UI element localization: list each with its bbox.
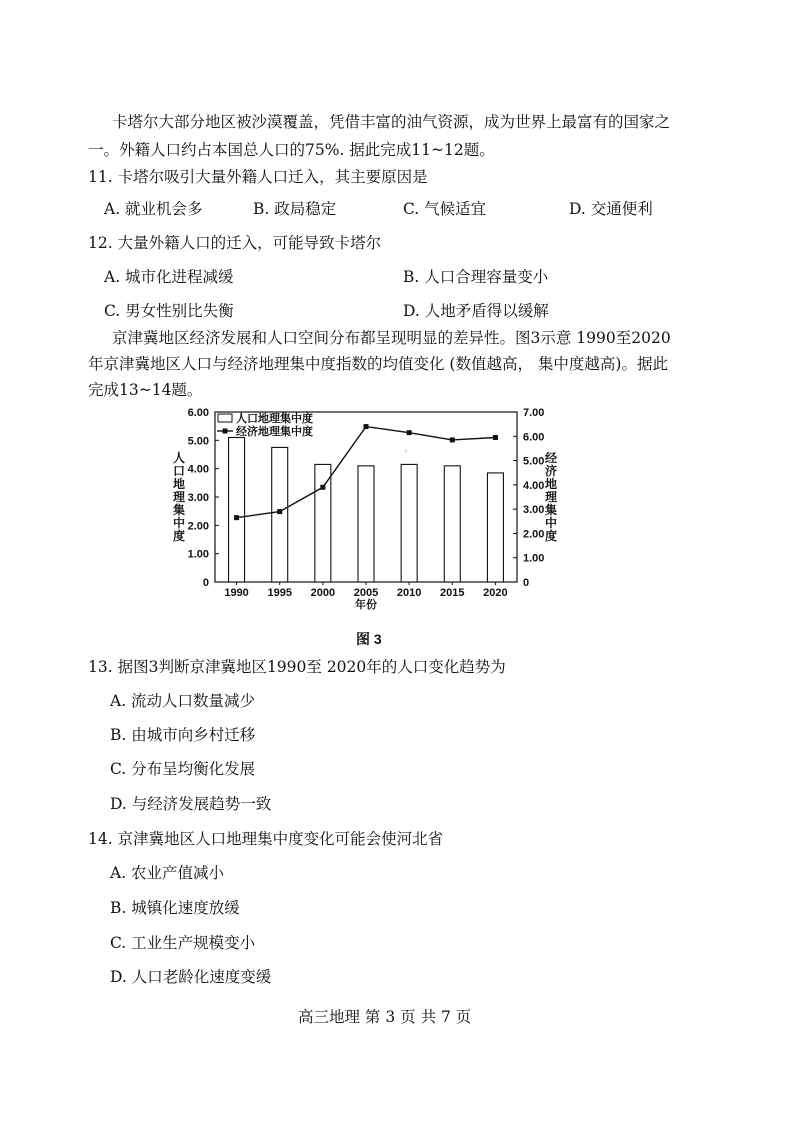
question-11-option-c: C. 气候适宜 <box>403 200 487 218</box>
bar-population-1990 <box>229 438 245 583</box>
question-11-option-d: D. 交通便利 <box>569 200 653 218</box>
question-12-option-c: C. 男女性别比失衡 <box>104 302 234 320</box>
x-axis-tick-label: 2020 <box>483 587 508 599</box>
stray-mark: ⁱ <box>405 448 407 458</box>
x-axis-tick-label: 1990 <box>224 587 249 599</box>
right-axis-tick-label: 7.00 <box>523 407 545 419</box>
left-axis-tick-label: 2.00 <box>187 520 209 533</box>
question-11-option-a: A. 就业机会多 <box>104 200 203 218</box>
question-12-option-b: B. 人口合理容量变小 <box>403 268 549 286</box>
x-axis-tick-label: 1995 <box>267 587 292 599</box>
passage-jjj-line-1: 京津冀地区经济发展和人口空间分布都呈现明显的差异性。图3示意 1990至2020 <box>112 329 671 347</box>
question-13-stem: 13. 据图3判断京津冀地区1990至 2020年的人口变化趋势为 <box>88 658 506 676</box>
question-14-option-d: D. 人口老龄化速度变缓 <box>110 968 272 986</box>
left-axis-tick-label: 6.00 <box>187 407 209 419</box>
question-11-stem: 11. 卡塔尔吸引大量外籍人口迁入，其主要原因是 <box>88 168 428 186</box>
question-12-option-d: D. 人地矛盾得以缓解 <box>403 302 549 320</box>
legend-label-population: 人口地理集中度 <box>236 413 313 425</box>
x-axis-tick-label: 2015 <box>440 587 465 599</box>
question-13-option-a: A. 流动人口数量减少 <box>110 692 256 710</box>
passage-jjj-line-3: 完成13~14题。 <box>88 381 203 399</box>
x-axis-label: 年份 <box>355 599 377 611</box>
right-axis-tick-label: 0 <box>523 577 530 589</box>
point-economy-2020 <box>493 435 498 440</box>
point-economy-2010 <box>407 430 412 435</box>
point-economy-1990 <box>234 515 239 520</box>
question-12-option-a: A. 城市化进程减缓 <box>104 268 234 286</box>
question-13-option-d: D. 与经济发展趋势一致 <box>110 795 272 813</box>
population-economy-concentration-chart <box>165 400 565 625</box>
question-13-option-b: B. 由城市向乡村迁移 <box>110 726 256 744</box>
bar-population-2000 <box>315 464 331 582</box>
left-axis-label: 人口地理集中度 <box>172 451 186 543</box>
right-axis-tick-label: 4.00 <box>523 479 545 492</box>
right-axis-label: 经济地理集中度 <box>544 451 558 543</box>
bar-population-1995 <box>272 447 288 582</box>
bar-population-2015 <box>444 466 460 582</box>
passage-qatar-line-1: 卡塔尔大部分地区被沙漠覆盖，凭借丰富的油气资源，成为世界上最富有的国家之 <box>112 113 671 131</box>
right-axis-tick-label: 5.00 <box>523 455 545 468</box>
page-footer: 高三地理 第 3 页 共 7 页 <box>298 1008 472 1026</box>
legend-label-economy: 经济地理集中度 <box>236 426 313 438</box>
right-axis-tick-label: 1.00 <box>523 552 545 565</box>
x-axis-tick-label: 2000 <box>310 587 336 599</box>
passage-jjj-line-2: 年京津冀地区人口与经济地理集中度指数的均值变化 (数值越高， 集中度越高)。据此 <box>88 355 668 373</box>
left-axis-tick-label: 4.00 <box>187 463 209 476</box>
x-axis-tick-label: 2010 <box>396 587 422 599</box>
right-axis-tick-label: 2.00 <box>523 528 545 541</box>
point-economy-2005 <box>364 424 369 429</box>
point-economy-2015 <box>450 437 455 442</box>
question-12-stem: 12. 大量外籍人口的迁入，可能导致卡塔尔 <box>88 234 382 252</box>
question-14-option-c: C. 工业生产规模变小 <box>110 934 256 952</box>
point-economy-2000 <box>320 485 325 490</box>
left-axis-tick-label: 3.00 <box>187 492 209 504</box>
question-14-option-a: A. 农业产值减小 <box>110 864 225 882</box>
left-axis-tick-label: 1.00 <box>187 548 209 561</box>
question-13-option-c: C. 分布呈均衡化发展 <box>110 760 256 778</box>
left-axis-tick-label: 0 <box>202 577 209 589</box>
point-economy-1995 <box>277 509 282 514</box>
chart-caption: 图 3 <box>356 631 382 647</box>
bar-population-2005 <box>358 466 374 582</box>
left-axis-tick-label: 5.00 <box>187 435 209 448</box>
x-axis-tick-label: 2005 <box>353 587 379 599</box>
legend-marker-economy <box>223 429 228 434</box>
bar-population-2010 <box>401 464 417 582</box>
right-axis-tick-label: 6.00 <box>523 431 545 444</box>
question-14-option-b: B. 城镇化速度放缓 <box>110 899 240 917</box>
legend-swatch-population <box>218 414 232 422</box>
passage-qatar-line-2: 一。外籍人口约占本国总人口的75%. 据此完成11~12题。 <box>88 141 495 159</box>
bar-population-2020 <box>487 473 503 582</box>
right-axis-tick-label: 3.00 <box>523 504 545 517</box>
question-11-option-b: B. 政局稳定 <box>253 200 337 218</box>
question-14-stem: 14. 京津冀地区人口地理集中度变化可能会使河北省 <box>88 830 444 848</box>
